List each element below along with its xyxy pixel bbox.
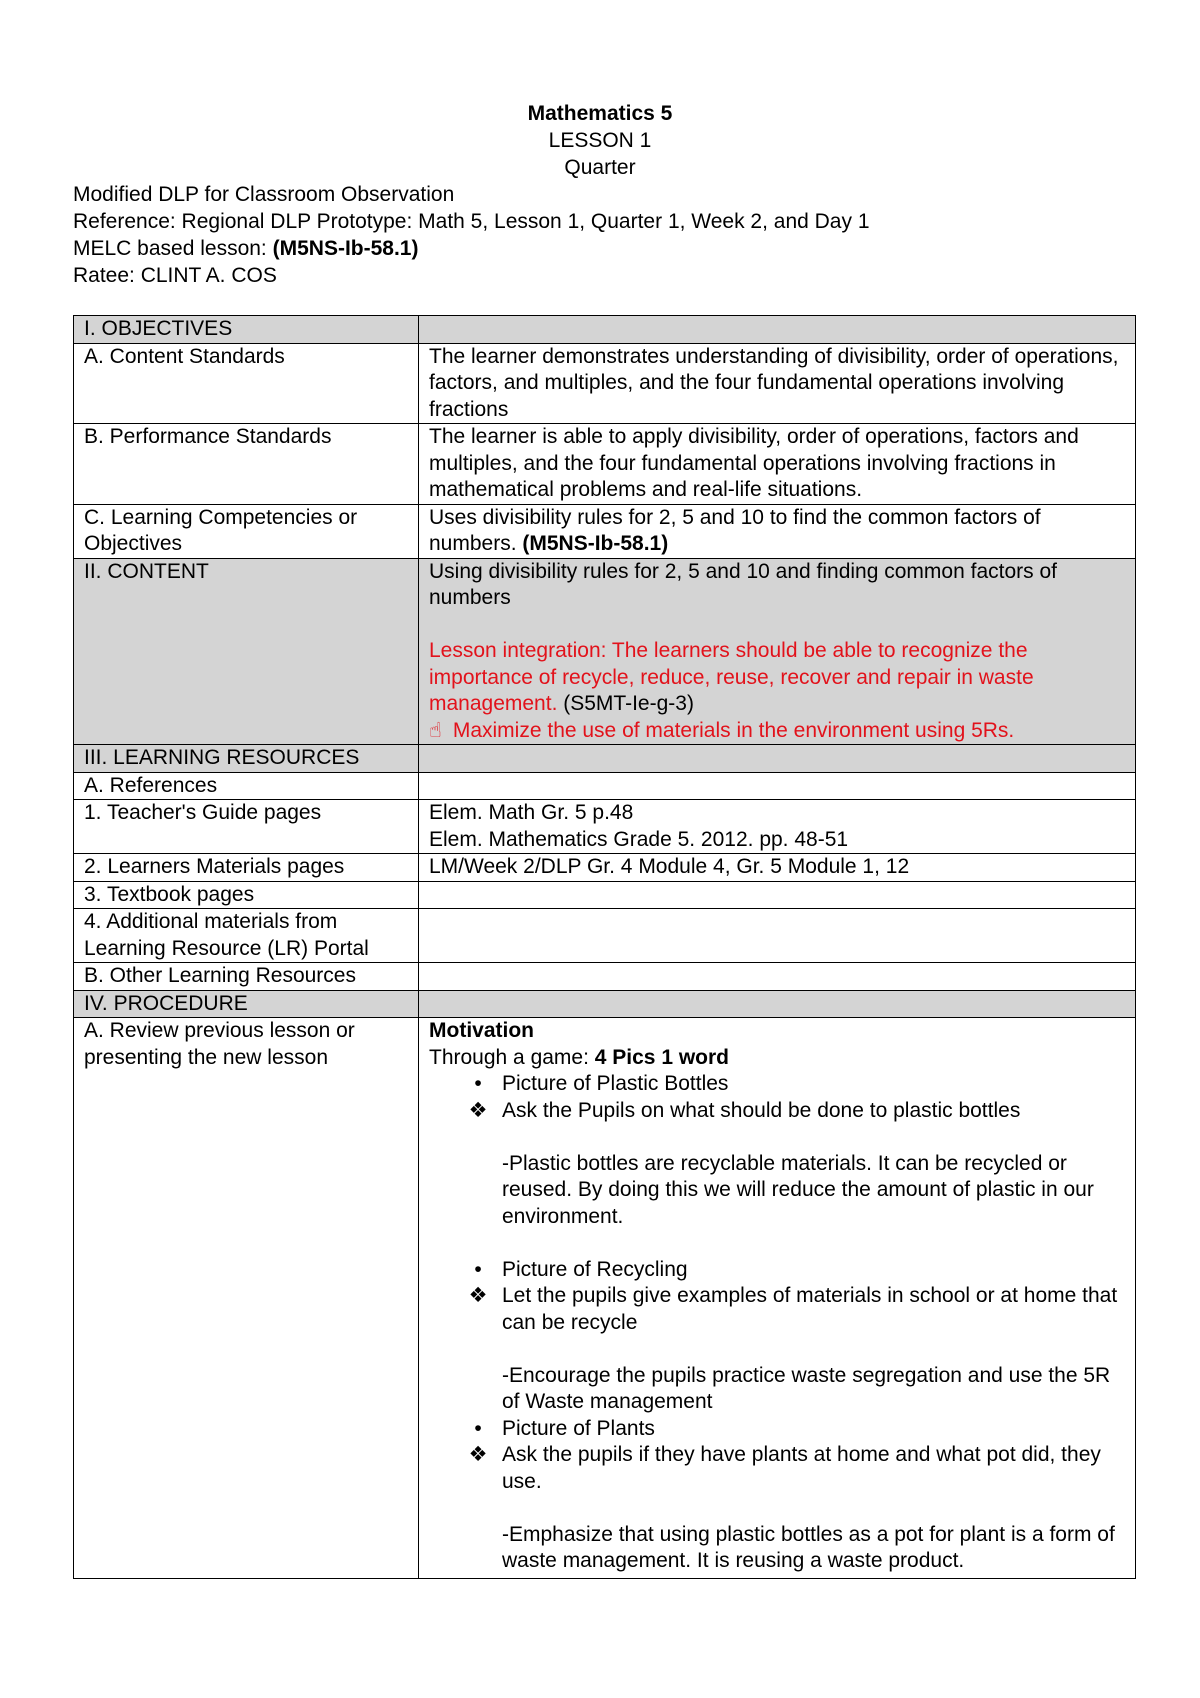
empty-cell xyxy=(419,745,1136,773)
procedure-header: IV. PROCEDURE xyxy=(74,990,419,1018)
game-prefix: Through a game: xyxy=(429,1045,595,1069)
quarter-title: Quarter xyxy=(564,156,636,179)
table-row xyxy=(74,800,1136,854)
table-row xyxy=(74,504,1136,558)
procedure-list xyxy=(429,1071,1125,1124)
table-row xyxy=(74,881,1136,909)
references-label: A. References xyxy=(74,772,419,800)
content-text: Using divisibility rules for 2, 5 and 10 and finding common factors of numbers xyxy=(429,559,1057,609)
lesson-title: LESSON 1 xyxy=(548,129,652,152)
tg-cell xyxy=(419,800,1136,854)
competencies-cell xyxy=(419,504,1136,558)
bullet-icon: • xyxy=(474,1416,482,1440)
list-item: • Picture of Recycling xyxy=(429,1257,1125,1284)
meta-block xyxy=(73,181,870,289)
integration-value: Maximize the use of materials in the environment using 5Rs. xyxy=(452,718,1015,742)
dlp-table xyxy=(73,315,1136,1579)
list-item: • Picture of Plastic Bottles xyxy=(429,1071,1125,1098)
content-standards-text: The learner demonstrates understanding of divisibility, order of operations, factors, and multiples, and the four fundamental operations involving fractions xyxy=(419,343,1136,424)
empty-cell xyxy=(419,881,1136,909)
empty-cell xyxy=(419,963,1136,991)
table-row xyxy=(74,1018,1136,1579)
table-row xyxy=(74,909,1136,963)
integration-value-line xyxy=(429,718,1125,745)
meta-melc xyxy=(73,235,870,262)
tg-line2: Elem. Mathematics Grade 5. 2012. pp. 48-51 xyxy=(429,827,849,851)
subject-title: Mathematics 5 xyxy=(527,102,673,125)
competencies-label: C. Learning Competencies or Objectives xyxy=(74,504,419,558)
empty-cell xyxy=(419,316,1136,344)
table-row xyxy=(74,963,1136,991)
diamond-bullet-icon: ❖ xyxy=(468,1098,488,1122)
objectives-header: I. OBJECTIVES xyxy=(74,316,419,344)
empty-cell xyxy=(419,772,1136,800)
empty-cell xyxy=(419,909,1136,963)
diamond-bullet-icon: ❖ xyxy=(468,1443,488,1466)
table-row xyxy=(74,772,1136,800)
table-row xyxy=(74,316,1136,344)
content-cell xyxy=(419,558,1136,745)
integration-text: Lesson integration: The learners should be able to recognize the importance of recycle, reduce, reuse, recover and repair in waste management. xyxy=(429,639,1034,715)
melc-label: MELC based lesson: xyxy=(73,237,273,260)
tg-line1: Elem. Math Gr. 5 p.48 xyxy=(429,801,634,824)
competencies-code: (M5NS-Ib-58.1) xyxy=(522,532,669,555)
table-row xyxy=(74,343,1136,424)
list-item: ❖ Ask the Pupils on what should be done to plastic bottles xyxy=(429,1098,1125,1125)
bullet-icon: • xyxy=(474,1072,482,1095)
list-item: • Picture of Plants xyxy=(429,1416,1125,1443)
review-label: A. Review previous lesson or presenting the new lesson xyxy=(74,1018,419,1579)
table-row xyxy=(74,424,1136,505)
meta-dlp: Modified DLP for Classroom Observation xyxy=(73,183,455,206)
procedure-list xyxy=(429,1257,1125,1337)
empty-cell xyxy=(419,990,1136,1018)
diamond-bullet-icon: ❖ xyxy=(468,1284,488,1307)
additional-label: 4. Additional materials from Learning Resource (LR) Portal xyxy=(74,909,419,963)
table-row xyxy=(74,745,1136,773)
table-row xyxy=(74,558,1136,745)
textbook-label: 3. Textbook pages xyxy=(74,881,419,909)
title-block xyxy=(0,100,1200,181)
bullet-icon: • xyxy=(474,1257,482,1281)
content-standards-label: A. Content Standards xyxy=(74,343,419,424)
game-name: 4 Pics 1 word xyxy=(594,1045,729,1069)
other-label: B. Other Learning Resources xyxy=(74,963,419,991)
lm-label: 2. Learners Materials pages xyxy=(74,854,419,882)
motivation-heading: Motivation xyxy=(429,1019,534,1042)
performance-standards-text: The learner is able to apply divisibility, order of operations, factors and multiples, and the four fundamental operations involving fractions in mathematical problems and real-life situations. xyxy=(419,424,1136,505)
list-item: ❖ Ask the pupils if they have plants at home and what pot did, they use. xyxy=(429,1442,1125,1495)
content-label: II. CONTENT xyxy=(74,558,419,745)
meta-reference: Reference: Regional DLP Prototype: Math 5, Lesson 1, Quarter 1, Week 2, and Day 1 xyxy=(73,210,870,233)
pointing-hand-icon: ☝ xyxy=(429,718,442,742)
meta-ratee: Ratee: CLINT A. COS xyxy=(73,264,277,287)
tg-label: 1. Teacher's Guide pages xyxy=(74,800,419,854)
table-row xyxy=(74,990,1136,1018)
lm-text: LM/Week 2/DLP Gr. 4 Module 4, Gr. 5 Module 1, 12 xyxy=(419,854,1136,882)
integration-block xyxy=(429,638,1125,718)
melc-code: (M5NS-Ib-58.1) xyxy=(272,237,419,260)
note-text: -Emphasize that using plastic bottles as a pot for plant is a form of waste management. It is reusing a waste product. xyxy=(502,1522,1115,1572)
note-text: -Plastic bottles are recyclable materials. It can be recycled or reused. By doing this we will reduce the amount of plastic in our environment. xyxy=(502,1151,1094,1228)
competencies-text: Uses divisibility rules for 2, 5 and 10 to find the common factors of numbers. xyxy=(429,505,1041,555)
review-cell xyxy=(419,1018,1136,1579)
resources-header: III. LEARNING RESOURCES xyxy=(74,745,419,773)
table-row xyxy=(74,854,1136,882)
note-text: -Encourage the pupils practice waste segregation and use the 5R of Waste management xyxy=(502,1363,1111,1413)
game-line xyxy=(429,1045,1125,1072)
performance-standards-label: B. Performance Standards xyxy=(74,424,419,505)
integration-code: (S5MT-Ie-g-3) xyxy=(557,692,694,715)
list-item: ❖ Let the pupils give examples of materials in school or at home that can be recycle xyxy=(429,1283,1125,1336)
procedure-list xyxy=(429,1416,1125,1496)
